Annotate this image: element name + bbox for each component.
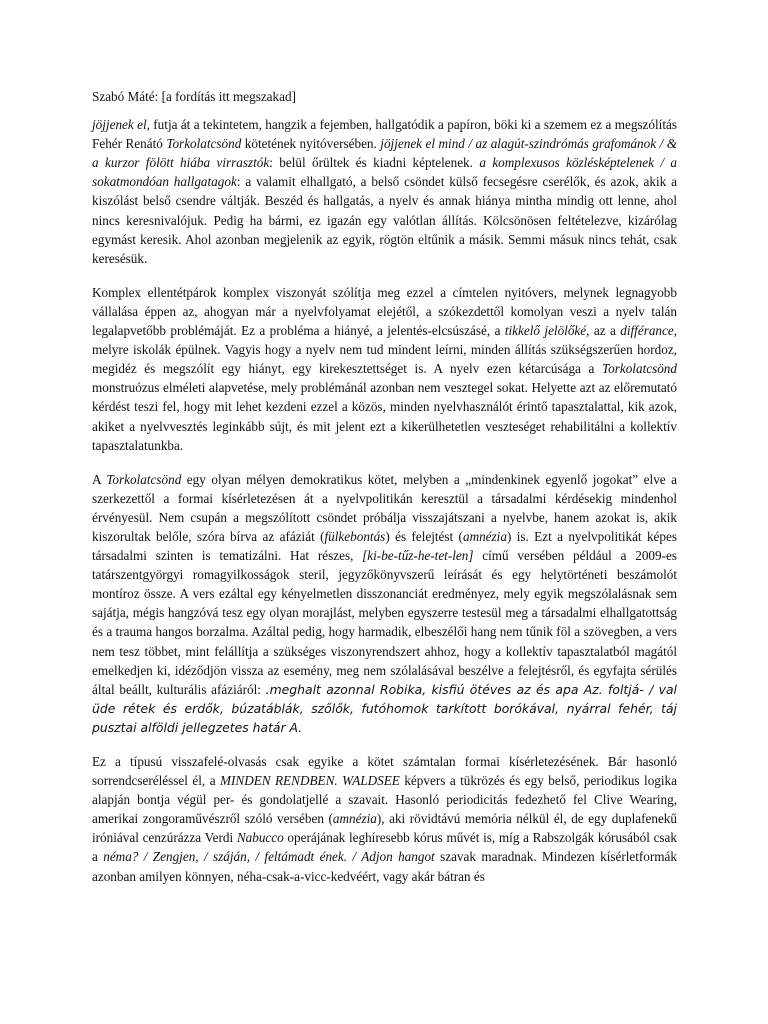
text-run: ) és felejtést ( <box>385 528 463 544</box>
italic-text: Torkolatcsönd <box>602 361 677 377</box>
paragraph-2 <box>92 283 677 455</box>
italic-text: Nabucco <box>236 830 284 846</box>
paragraph-3 <box>92 470 677 737</box>
text-run: ) is. Ezt a nyelvpolitikát képes társadalmi szinten is tematizálni. Hat részes, <box>92 528 677 564</box>
text-run: Ez a típusú visszafelé-olvasás csak egyike a kötet számtalan formai kísérletezésének. Bár hasonló sorrendcseréléssel él, a <box>92 754 677 789</box>
text-run: szavak maradnak. Mindezen kísérletformák azonban amilyen könnyen, néha-csak-a-vicc-kedvéért, vagy akár bátran és <box>92 849 678 884</box>
paragraph-1 <box>92 115 677 268</box>
text-run: A <box>92 471 107 487</box>
italic-text: jöjjenek el <box>92 117 147 133</box>
italic-text: [ki-be-tűz-he-tet-len] <box>362 548 474 564</box>
italic-text: Torkolatcsönd <box>166 136 242 152</box>
italic-text: a komplexusos közlésképtelenek / a sokatmondóan hallgatagok <box>92 155 677 190</box>
text-run: operájának leghíresebb kórus művét is, míg a Rabszolgák kórusából csak a <box>92 830 678 865</box>
italic-text: amnézia <box>332 811 377 827</box>
document-heading: Szabó Máté: [a fordítás itt megszakad] <box>92 89 296 104</box>
text-run: , melyre iskolák épülnek. Vagyis hogy a nyelv nem tud mindent leírni, minden állítás szükségszerűen hordoz, megidéz és megszólít egy hiányt, egy kirekesztettséget is. A nyelv ezen kétarcúsága a <box>92 323 678 377</box>
paragraph-4 <box>92 752 677 886</box>
document-page <box>92 87 677 901</box>
text-run: egy olyan mélyen demokratikus kötet, melyben a „mindenkinek egyenlő jogokat” elve a szerkezettől a formai kísérletezésen át a nyelvpolitikán keresztül a társadalmi kérdésekig mindenhol érvényesül. Nem csupán a megszólított csöndet próbálja visszajátszani a nyelvbe, hanem azokat is, akik kiszorultak belőle, szóra bírva az afáziát ( <box>92 471 678 544</box>
text-run: : a valamit elhallgató, a belső csöndet külső fecsegésre cserélők, és azok, akik a kiszólást belső csendre váltják. Beszéd és hallgatás, a nyelv és annak hiánya mintha mindig ott lenne, ahol nincs keresnivalójuk. Pedig ha bármi, ez igazán egy valótlan állítás. Kölcsönösen feltételezve, kizárólag egymást keresik. Ahol azonban megjelenik az egyik, rögtön eltűnik a másik. Semmi másuk nincs tehát, csak keresésük. <box>92 174 677 266</box>
italic-text: MINDEN RENDBEN. WALDSEE <box>220 773 400 789</box>
italic-text: néma? / Zengjen, / száján, / feltámadt ének. / Adjon hangot <box>103 849 435 865</box>
italic-text: jöjjenek el mind / az alagút-szindrómás grafománok / & a kurzor fölött hiába virrasztók <box>92 136 677 171</box>
text-run: ), aki rövidtávú memória nélkül él, de egy duplafenekű iróniával cenzúrázza Verdi <box>92 811 677 846</box>
text-run: kötetének nyitóversében. <box>241 136 381 152</box>
text-run: című versében például a 2009-es tatárszentgyörgyi romagyilkosságok steril, jegyzőkönyvszerű leírását és egy helytörténeti beszámolót montíroz össze. A vers ezáltal egy kényelmetlen disszonanciát eredményez, mely egyik megszólalásnak sem sajátja, mégis hangzóvá tesz egy olyan morajlást, melyben egyszerre testesül meg a társadalmi elhallgatottság és a trauma hangos borzalma. Azáltal pedig, hogy harmadik, elbeszélői hang nem tűnik föl a szövegben, a vers nem tesz többet, mint felállítja a szükséges viszonyrendszert ahhoz, hogy a kollektív tapasztalatból magától emelkedjen ki, idéződjön vissza az esemény, meg nem szólalásával beszélve a felejtésről, és egyfajta sérülés által beállt, kulturális afáziáról: <box>92 548 678 697</box>
text-run: képvers a tükrözés és egy belső, periodikus logika alapján bontja végül per- és gondolatjellé a szavait. Hasonló periodicitás fedezhető fel Clive Wearing, amerikai zongoraművészről szóló versében ( <box>92 773 677 827</box>
italic-text: fülkebontás <box>324 528 386 544</box>
text-run: : belül őrültek és kiadni képtelenek. <box>269 155 480 171</box>
text-run: Komplex ellentétpárok komplex viszonyát szólítja meg ezzel a címtelen nyitóvers, melynek legnagyobb vállalása éppen az, ahogyan már a nyelvfolyamat elejétől, a szókezdettől komolyan veszi a nyelv talán legalapvetőbb problémáját. Ez a probléma a hiányé, a jelentés-elcsúszásé, a <box>92 284 677 339</box>
italic-text: tikkelő jelölőké <box>504 323 587 339</box>
italic-text: amnézia <box>462 528 507 544</box>
italic-text: différance <box>620 323 674 339</box>
text-run: , az a <box>586 323 621 339</box>
italic-text: Torkolatcsönd <box>106 471 182 487</box>
quoted-verse: .meghalt azonnal Robika, kisfiú ötéves az és apa Az. foltjá- / val üde rétek és erdők, búzatáblák, szőlők, futóhomok tarkított borókával, nyárral fehér, táj pusztai alföldi jellegzetes határ A. <box>92 681 677 735</box>
text-run: monstruózus elméleti alapvetése, mely problémánál azonban nem vesztegel sokat. Helyette azt az előremutató kérdést teszi fel, hogy mit lehet kezdeni ezzel a közös, minden nyelvhasználót érintő tapasztalattal, kik azok, akiket a nyelvvesztés leginkább sújt, és mit jelent ezt a kikerülhetetlen veszteséget rehabilitálni a kollektív tapasztalatunkba. <box>92 380 677 453</box>
text-run: , futja át a tekintetem, hangzik a fejemben, hallgatódik a papíron, böki ki a szemem ez a megszólítás Fehér Renátó <box>92 117 677 152</box>
